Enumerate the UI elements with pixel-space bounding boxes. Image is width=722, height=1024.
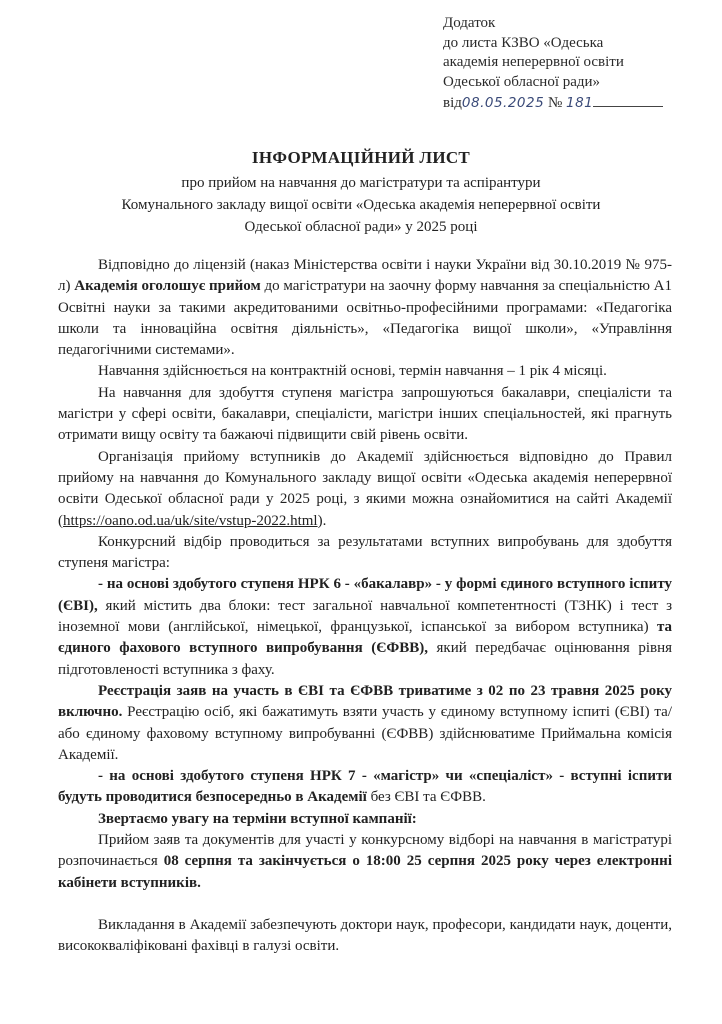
paragraph-invited: На навчання для здобуття ступеня магістра запрошуються бакалаври, спеціалісти та магістри у сфері освіти, бакалаври, спеціалісти, магістри інших спеціальностей, які прагнуть отримати вищу освіту та бажаючі підвищити свій рівень освіти. <box>58 384 672 444</box>
paragraph-nrk7 <box>58 766 672 809</box>
paragraph-contract: Навчання здійснюється на контрактній основі, термін навчання – 1 рік 4 місяці. <box>98 363 607 380</box>
subtitle-line: Одеської обласної ради» у 2025 році <box>244 219 478 235</box>
ref-date-handwritten: 08.05.2025 <box>461 95 545 111</box>
addendum-line: академія неперервної освіти <box>443 54 624 70</box>
text-run: який передбачає оцінювання рівня підготовленості вступника з фаху. <box>58 640 673 678</box>
paragraph-license <box>58 255 672 361</box>
text-run-bold: та єдиного фахового вступного випробування (ЄФВВ), <box>58 619 672 657</box>
text-run: Відповідно до ліцензій (наказ Міністерства освіти і науки України від 30.10.2019 № 975-л) <box>58 257 672 295</box>
paragraph-teaching: Викладання в Академії забезпечують доктори наук, професори, кандидати наук, доценти, висококваліфіковані фахівці в галузі освіти. <box>58 916 672 955</box>
text-run-bold: Академія оголошує прийом <box>74 278 261 295</box>
paragraph-deadlines <box>58 830 672 894</box>
document-subtitle <box>60 172 662 238</box>
paragraph-rules <box>58 447 672 532</box>
addendum-line: Додаток <box>443 15 496 31</box>
text-run-bold: - на основі здобутого ступеня НРК 7 - «магістр» чи «спеціаліст» - вступні іспити будуть проводитися безпосередньо в Академії <box>58 768 672 806</box>
addendum-line: Одеської обласної ради» <box>443 73 601 90</box>
letter-reference <box>443 92 713 114</box>
text-run: Прийом заяв та документів для участі у конкурсному відборі на навчання в магістратурі розпочинається <box>58 832 672 870</box>
paragraph-nrk6 <box>58 574 672 680</box>
text-run: Реєстрацію осіб, які бажатимуть взяти участь у єдиному вступному іспиті (ЄВІ) та/або єдиному фаховому вступному випробуванні (ЄФВВ) здійснюватиме Приймальна комісія Академії. <box>58 704 672 763</box>
ref-underline <box>593 92 663 107</box>
addendum-block <box>443 14 713 114</box>
subtitle-line: Комунального закладу вищої освіти «Одеська академія неперервної освіти <box>121 197 601 213</box>
paragraph-registration <box>58 681 672 766</box>
subtitle-line: про прийом на навчання до магістратури та аспірантури <box>181 175 541 191</box>
text-run: який містить два блоки: тест загальної навчальної компетентності (ТЗНК) і тест з іноземної мови (англійської, німецької, французької, іспанської за вибором вступника) <box>58 597 672 636</box>
admission-rules-link[interactable]: https://oano.od.ua/uk/site/vstup-2022.html <box>63 512 318 529</box>
text-run: Організація прийому вступників до Академії здійснюється відповідно до Правил прийому на навчання до Комунального закладу вищої освіти «Одеська академія неперервної освіти Одеської обласної ради у 2025 році, з якими можна ознайомитися на сайті Академії ( <box>58 448 672 529</box>
text-run-bold: - на основі здобутого ступеня НРК 6 - «бакалавр» - у формі єдиного вступного іспиту (ЄВІ), <box>58 576 672 614</box>
paragraph-attention: Звертаємо увагу на терміни вступної кампанії: <box>98 810 417 827</box>
text-run-bold: 08 серпня та закінчується о 18:00 25 серпня 2025 року через електронні кабінети вступників. <box>58 853 672 891</box>
text-run: без ЄВІ та ЄФВВ. <box>366 789 486 806</box>
text-run: до магістратури на заочну форму навчання за спеціальністю А1 Освітні науки за такими акредитованими освітньо-професійними програмами: «Педагогіка школи та інноваційна освітня діяльність», «Педагогіка вищої школи», «Управління педагогічними системами». <box>58 278 673 359</box>
addendum-line: до листа КЗВО «Одеська <box>443 34 604 51</box>
paragraph-selection: Конкурсний відбір проводиться за результатами вступних випробувань для здобуття ступеня магістра: <box>58 533 672 572</box>
ref-number-handwritten: 181 <box>566 95 594 111</box>
ref-number-label: № <box>547 95 563 111</box>
document-body <box>58 255 672 958</box>
document-title: ІНФОРМАЦІЙНИЙ ЛИСТ <box>251 148 471 167</box>
text-run-bold: Реєстрація заяв на участь в ЄВІ та ЄФВВ триватиме з 02 по 23 травня 2025 року включно. <box>58 682 672 721</box>
ref-prefix: від <box>443 95 462 111</box>
text-run: ). <box>317 512 327 529</box>
